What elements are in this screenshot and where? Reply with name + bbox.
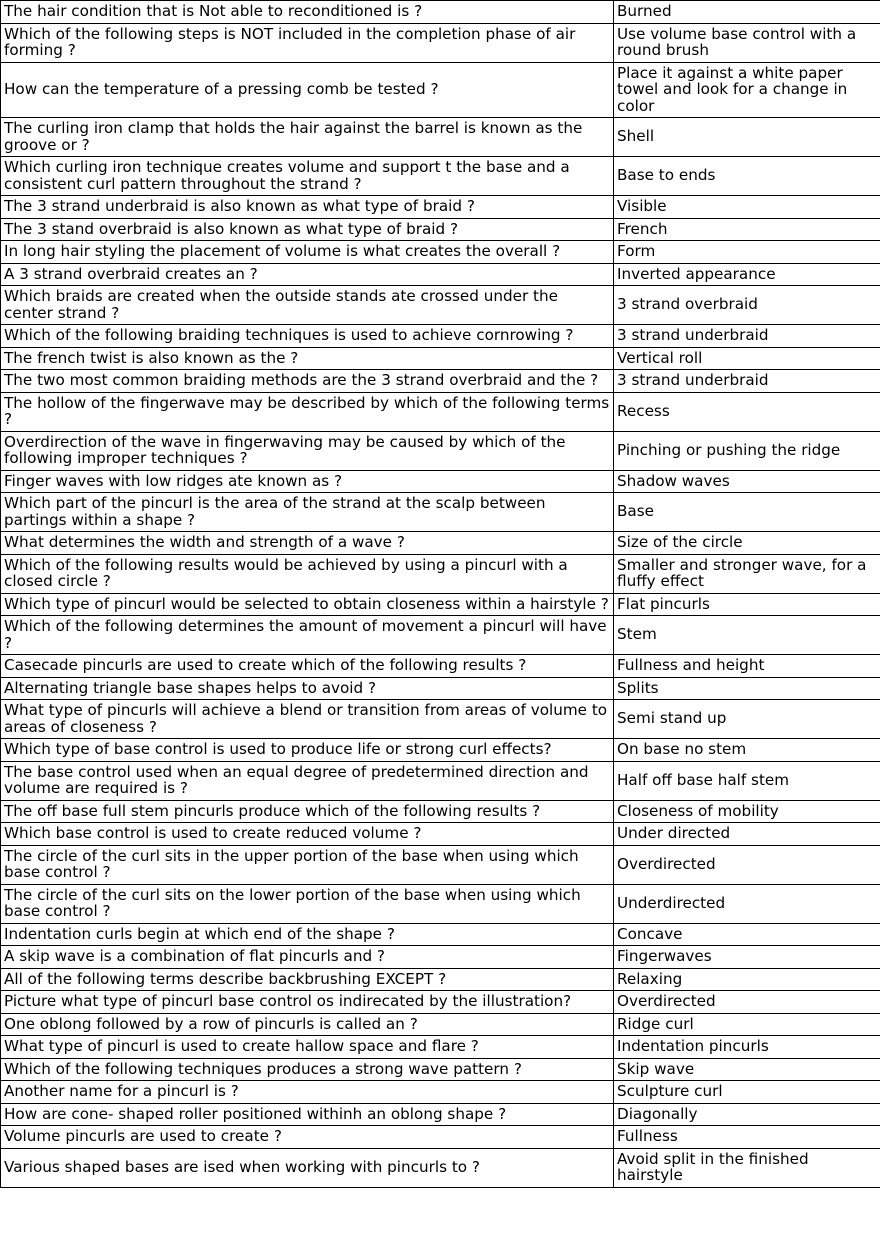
- table-row: [1, 923, 880, 946]
- answer-cell: Base to ends: [614, 157, 880, 196]
- quiz-table-body: [1, 1, 880, 1188]
- table-row: [1, 241, 880, 264]
- answer-cell: On base no stem: [614, 739, 880, 762]
- answer-cell: Vertical roll: [614, 347, 880, 370]
- question-cell: All of the following terms describe backbrushing EXCEPT ?: [1, 968, 614, 991]
- table-row: [1, 532, 880, 555]
- table-row: [1, 431, 880, 470]
- answer-cell: Concave: [614, 923, 880, 946]
- answer-cell: Size of the circle: [614, 532, 880, 555]
- table-row: [1, 62, 880, 118]
- answer-cell: Flat pincurls: [614, 593, 880, 616]
- answer-cell: Avoid split in the finished hairstyle: [614, 1148, 880, 1187]
- question-cell: The two most common braiding methods are the 3 strand overbraid and the ?: [1, 370, 614, 393]
- table-row: [1, 761, 880, 800]
- answer-cell: Sculpture curl: [614, 1081, 880, 1104]
- answer-cell: Diagonally: [614, 1103, 880, 1126]
- table-row: [1, 1148, 880, 1187]
- question-cell: Overdirection of the wave in fingerwaving may be caused by which of the following improper techniques ?: [1, 431, 614, 470]
- answer-cell: Fingerwaves: [614, 946, 880, 969]
- answer-cell: Fullness and height: [614, 655, 880, 678]
- question-cell: Which of the following braiding techniques is used to achieve cornrowing ?: [1, 325, 614, 348]
- table-row: [1, 1103, 880, 1126]
- answer-cell: Visible: [614, 196, 880, 219]
- answer-cell: Shell: [614, 118, 880, 157]
- question-cell: Which of the following techniques produces a strong wave pattern ?: [1, 1058, 614, 1081]
- answer-cell: 3 strand underbraid: [614, 325, 880, 348]
- table-row: [1, 325, 880, 348]
- answer-cell: French: [614, 218, 880, 241]
- answer-cell: Use volume base control with a round brush: [614, 23, 880, 62]
- answer-cell: Overdirected: [614, 845, 880, 884]
- table-row: [1, 23, 880, 62]
- table-row: [1, 554, 880, 593]
- table-row: [1, 1013, 880, 1036]
- table-row: [1, 593, 880, 616]
- answer-cell: Relaxing: [614, 968, 880, 991]
- table-row: [1, 823, 880, 846]
- answer-cell: Under directed: [614, 823, 880, 846]
- question-cell: Which of the following steps is NOT included in the completion phase of air forming ?: [1, 23, 614, 62]
- question-cell: Which type of base control is used to produce life or strong curl effects?: [1, 739, 614, 762]
- question-cell: The circle of the curl sits in the upper portion of the base when using which base control ?: [1, 845, 614, 884]
- table-row: [1, 1, 880, 24]
- question-cell: The hair condition that is Not able to reconditioned is ?: [1, 1, 614, 24]
- question-cell: Which type of pincurl would be selected to obtain closeness within a hairstyle ?: [1, 593, 614, 616]
- question-cell: The french twist is also known as the ?: [1, 347, 614, 370]
- table-row: [1, 1058, 880, 1081]
- question-cell: Casecade pincurls are used to create which of the following results ?: [1, 655, 614, 678]
- table-row: [1, 493, 880, 532]
- answer-cell: Underdirected: [614, 884, 880, 923]
- question-cell: Alternating triangle base shapes helps to avoid ?: [1, 677, 614, 700]
- table-row: [1, 991, 880, 1014]
- answer-cell: Closeness of mobility: [614, 800, 880, 823]
- table-row: [1, 616, 880, 655]
- table-row: [1, 1081, 880, 1104]
- answer-cell: 3 strand underbraid: [614, 370, 880, 393]
- question-cell: One oblong followed by a row of pincurls is called an ?: [1, 1013, 614, 1036]
- question-cell: Another name for a pincurl is ?: [1, 1081, 614, 1104]
- answer-cell: Half off base half stem: [614, 761, 880, 800]
- question-cell: Which base control is used to create reduced volume ?: [1, 823, 614, 846]
- question-cell: Various shaped bases are ised when working with pincurls to ?: [1, 1148, 614, 1187]
- table-row: [1, 739, 880, 762]
- table-row: [1, 655, 880, 678]
- question-cell: What type of pincurl is used to create hallow space and flare ?: [1, 1036, 614, 1059]
- table-row: [1, 218, 880, 241]
- question-cell: How are cone- shaped roller positioned withinh an oblong shape ?: [1, 1103, 614, 1126]
- table-row: [1, 1126, 880, 1149]
- question-cell: What determines the width and strength of a wave ?: [1, 532, 614, 555]
- answer-cell: Burned: [614, 1, 880, 24]
- question-cell: Which of the following determines the amount of movement a pincurl will have ?: [1, 616, 614, 655]
- question-cell: What type of pincurls will achieve a blend or transition from areas of volume to areas of closeness ?: [1, 700, 614, 739]
- answer-cell: Ridge curl: [614, 1013, 880, 1036]
- table-row: [1, 370, 880, 393]
- answer-cell: Overdirected: [614, 991, 880, 1014]
- table-row: [1, 1036, 880, 1059]
- question-cell: Picture what type of pincurl base control os indirecated by the illustration?: [1, 991, 614, 1014]
- table-row: [1, 946, 880, 969]
- question-cell: The 3 stand overbraid is also known as what type of braid ?: [1, 218, 614, 241]
- question-cell: Which part of the pincurl is the area of the strand at the scalp between partings within a shape ?: [1, 493, 614, 532]
- answer-cell: Recess: [614, 392, 880, 431]
- answer-cell: Stem: [614, 616, 880, 655]
- table-row: [1, 800, 880, 823]
- table-row: [1, 157, 880, 196]
- answer-cell: Pinching or pushing the ridge: [614, 431, 880, 470]
- table-row: [1, 845, 880, 884]
- question-cell: Finger waves with low ridges ate known as ?: [1, 470, 614, 493]
- question-cell: The circle of the curl sits on the lower portion of the base when using which base control ?: [1, 884, 614, 923]
- table-row: [1, 677, 880, 700]
- table-row: [1, 968, 880, 991]
- answer-cell: Shadow waves: [614, 470, 880, 493]
- table-row: [1, 196, 880, 219]
- table-row: [1, 263, 880, 286]
- table-row: [1, 470, 880, 493]
- question-cell: A skip wave is a combination of flat pincurls and ?: [1, 946, 614, 969]
- question-cell: The curling iron clamp that holds the hair against the barrel is known as the groove or ?: [1, 118, 614, 157]
- question-cell: Which of the following results would be achieved by using a pincurl with a closed circle ?: [1, 554, 614, 593]
- answer-cell: Indentation pincurls: [614, 1036, 880, 1059]
- answer-cell: Form: [614, 241, 880, 264]
- answer-cell: 3 strand overbraid: [614, 286, 880, 325]
- answer-cell: Base: [614, 493, 880, 532]
- question-cell: A 3 strand overbraid creates an ?: [1, 263, 614, 286]
- table-row: [1, 286, 880, 325]
- answer-cell: Smaller and stronger wave, for a fluffy effect: [614, 554, 880, 593]
- question-cell: Which curling iron technique creates volume and support t the base and a consistent curl pattern throughout the strand ?: [1, 157, 614, 196]
- question-cell: The hollow of the fingerwave may be described by which of the following terms ?: [1, 392, 614, 431]
- question-cell: Which braids are created when the outside stands ate crossed under the center strand ?: [1, 286, 614, 325]
- table-row: [1, 392, 880, 431]
- answer-cell: Place it against a white paper towel and look for a change in color: [614, 62, 880, 118]
- answer-cell: Splits: [614, 677, 880, 700]
- question-cell: The off base full stem pincurls produce which of the following results ?: [1, 800, 614, 823]
- answer-cell: Skip wave: [614, 1058, 880, 1081]
- answer-cell: Fullness: [614, 1126, 880, 1149]
- table-row: [1, 884, 880, 923]
- table-row: [1, 700, 880, 739]
- table-row: [1, 347, 880, 370]
- question-cell: The base control used when an equal degree of predetermined direction and volume are required is ?: [1, 761, 614, 800]
- question-cell: Indentation curls begin at which end of the shape ?: [1, 923, 614, 946]
- question-cell: How can the temperature of a pressing comb be tested ?: [1, 62, 614, 118]
- answer-cell: Semi stand up: [614, 700, 880, 739]
- question-cell: Volume pincurls are used to create ?: [1, 1126, 614, 1149]
- table-row: [1, 118, 880, 157]
- question-cell: In long hair styling the placement of volume is what creates the overall ?: [1, 241, 614, 264]
- question-cell: The 3 strand underbraid is also known as what type of braid ?: [1, 196, 614, 219]
- answer-cell: Inverted appearance: [614, 263, 880, 286]
